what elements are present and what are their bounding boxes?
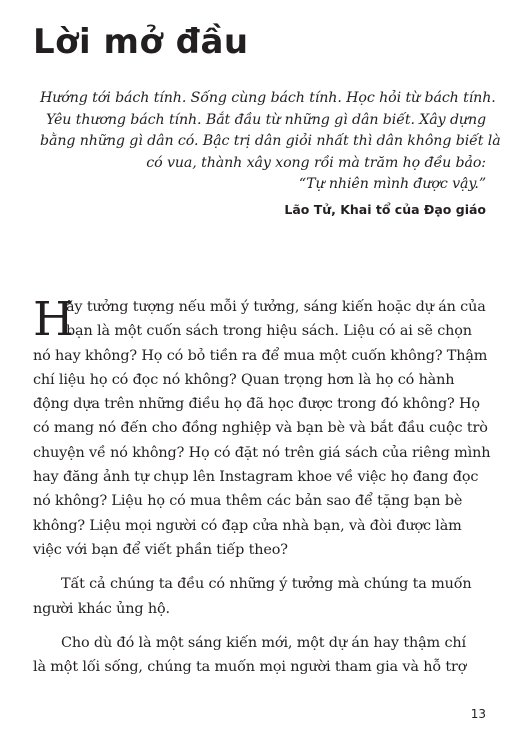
- text-line: Cho dù đó là một sáng kiến mới, một dự án hay thậm chí: [61, 634, 466, 651]
- text-line: việc với bạn để viết phần tiếp theo?: [33, 541, 288, 558]
- epigraph: [40, 88, 501, 219]
- text-line: bạn là một cuốn sách trong hiệu sách. Liệu có ai sẽ chọn: [66, 323, 472, 340]
- paragraph-gap: [33, 621, 489, 631]
- paragraph-2: [33, 572, 489, 621]
- epigraph-line: có vua, thành xây xong rồi mà trăm họ đều bảo:: [146, 154, 486, 171]
- text-line: nó không? Liệu họ có mua thêm các bản sao để tặng bạn bè: [33, 493, 463, 510]
- paragraph-1: [33, 292, 491, 562]
- epigraph-line: “Tự nhiên mình được vậy.”: [298, 176, 486, 192]
- text-line: chí liệu họ có đọc nó không? Quan trọng hơn là họ có hành: [33, 371, 455, 388]
- text-line: người khác ủng hộ.: [33, 600, 170, 617]
- paragraph-3: [33, 631, 489, 680]
- text-line: hay đăng ảnh tự chụp lên Instagram khoe về việc họ đang đọc: [33, 469, 479, 486]
- text-line: có mang nó đến cho đồng nghiệp và bạn bè và bắt đầu cuộc trò: [33, 420, 488, 437]
- text-line: chuyện về nó không? Họ có đặt nó trên giá sách của riêng mình: [33, 444, 491, 461]
- text-line: Tất cả chúng ta đều có những ý tưởng mà chúng ta muốn: [61, 576, 472, 593]
- body-text: [33, 292, 491, 679]
- text-line: ãy tưởng tượng nếu mỗi ý tưởng, sáng kiến hoặc dự án của: [66, 299, 486, 315]
- epigraph-line: Hướng tới bách tính. Sống cùng bách tính. Học hỏi từ bách tính.: [40, 90, 496, 106]
- paragraph-gap: [33, 562, 489, 572]
- page-number: 13: [470, 707, 486, 721]
- text-line: nó hay không? Họ có bỏ tiền ra để mua một cuốn không? Thậm: [33, 347, 488, 364]
- epigraph-line: Yêu thương bách tính. Bắt đầu từ những gì dân biết. Xây dựng: [45, 111, 486, 128]
- epigraph-line: bằng những gì dân có. Bậc trị dân giỏi nhất thì dân không biết là: [40, 133, 501, 149]
- drop-cap: H: [33, 292, 74, 347]
- chapter-title: Lời mở đầu: [33, 22, 249, 62]
- text-line: không? Liệu mọi người có đạp cửa nhà bạn, và đòi được làm: [33, 517, 462, 534]
- text-line: là một lối sống, chúng ta muốn mọi người tham gia và hỗ trợ: [33, 659, 467, 676]
- text-line: động dựa trên những điều họ đã học được trong đó không? Họ: [33, 396, 480, 413]
- epigraph-attribution: Lão Tử, Khai tổ của Đạo giáo: [284, 201, 486, 217]
